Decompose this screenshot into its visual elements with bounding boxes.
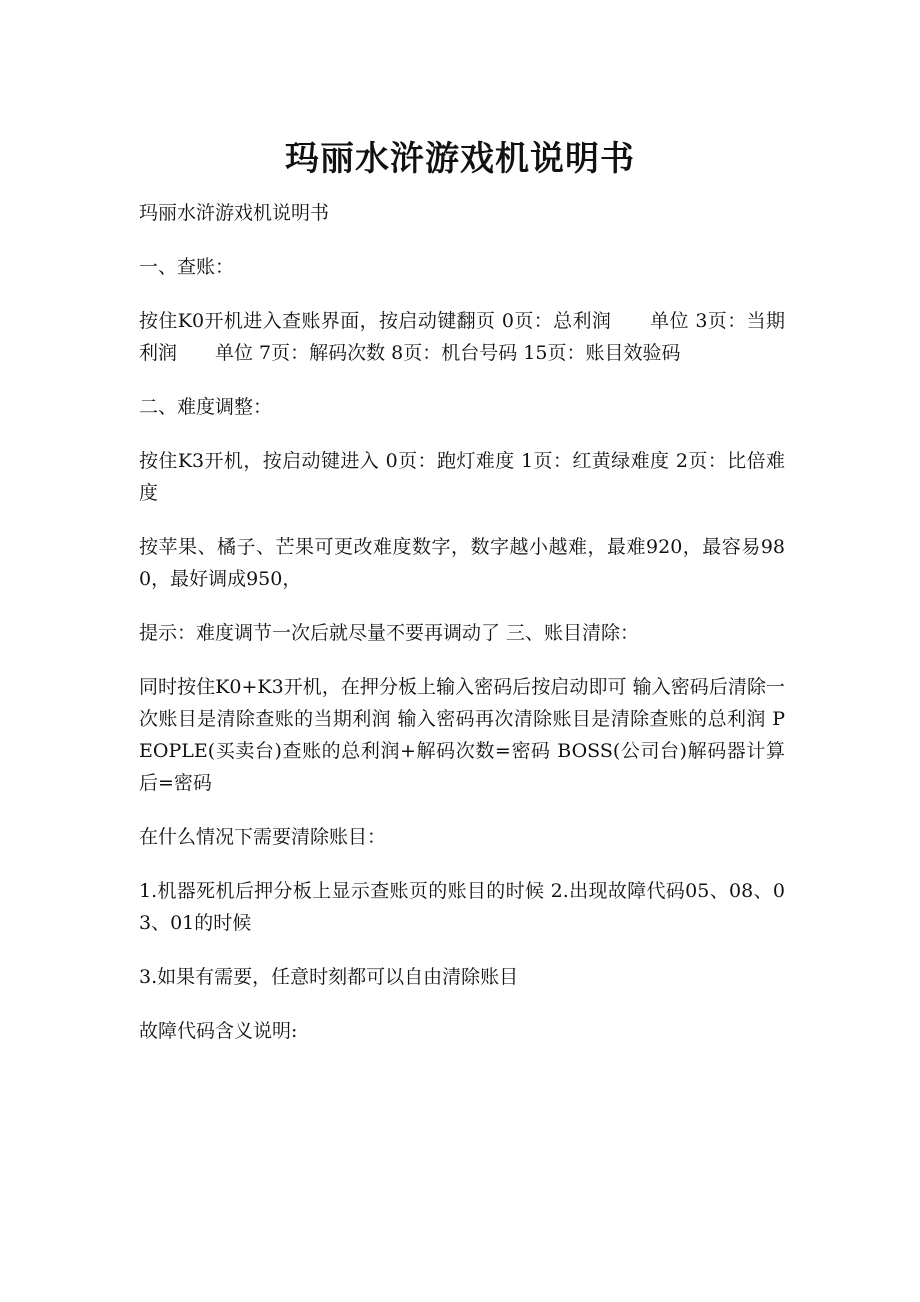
document-body bbox=[139, 197, 785, 1069]
document-title: 玛丽水浒游戏机说明书 bbox=[285, 138, 635, 179]
paragraph-clear-conditions-1-2: 1.机器死机后押分板上显示查账页的账目的时候 2.出现故障代码05、08、03、01的时候 bbox=[139, 880, 785, 934]
paragraph-fault-codes-heading: 故障代码含义说明: bbox=[139, 1020, 298, 1042]
paragraph-clear-condition-3: 3.如果有需要，任意时刻都可以自由清除账目 bbox=[139, 966, 519, 988]
paragraph-difficulty-pages: 按住K3开机，按启动键进入 0页：跑灯难度 1页：红黄绿难度 2页：比倍难度 bbox=[139, 450, 785, 504]
paragraph-section-difficulty-heading: 二、难度调整： bbox=[139, 396, 273, 418]
paragraph-tip-and-clear-heading: 提示：难度调节一次后就尽量不要再调动了 三、账目清除： bbox=[139, 622, 640, 644]
paragraph-subtitle: 玛丽水浒游戏机说明书 bbox=[139, 202, 330, 224]
paragraph-accounts-instructions: 按住K0开机进入查账界面，按启动键翻页 0页：总利润 单位 3页：当期利润 单位 7页：解码次数 8页：机台号码 15页：账目效验码 bbox=[139, 310, 785, 364]
paragraph-section-accounts-heading: 一、查账： bbox=[139, 256, 235, 278]
paragraph-when-to-clear-heading: 在什么情况下需要清除账目： bbox=[139, 826, 387, 848]
paragraph-clear-instructions: 同时按住K0+K3开机，在押分板上输入密码后按启动即可 输入密码后清除一次账目是清除查账的当期利润 输入密码再次清除账目是清除查账的总利润 PEOPLE(买卖台)查账的总利润+解码次数=密码 BOSS(公司台)解码器计算后=密码 bbox=[139, 676, 785, 794]
paragraph-difficulty-values: 按苹果、橘子、芒果可更改难度数字，数字越小越难，最难920，最容易980，最好调成950， bbox=[139, 536, 785, 590]
